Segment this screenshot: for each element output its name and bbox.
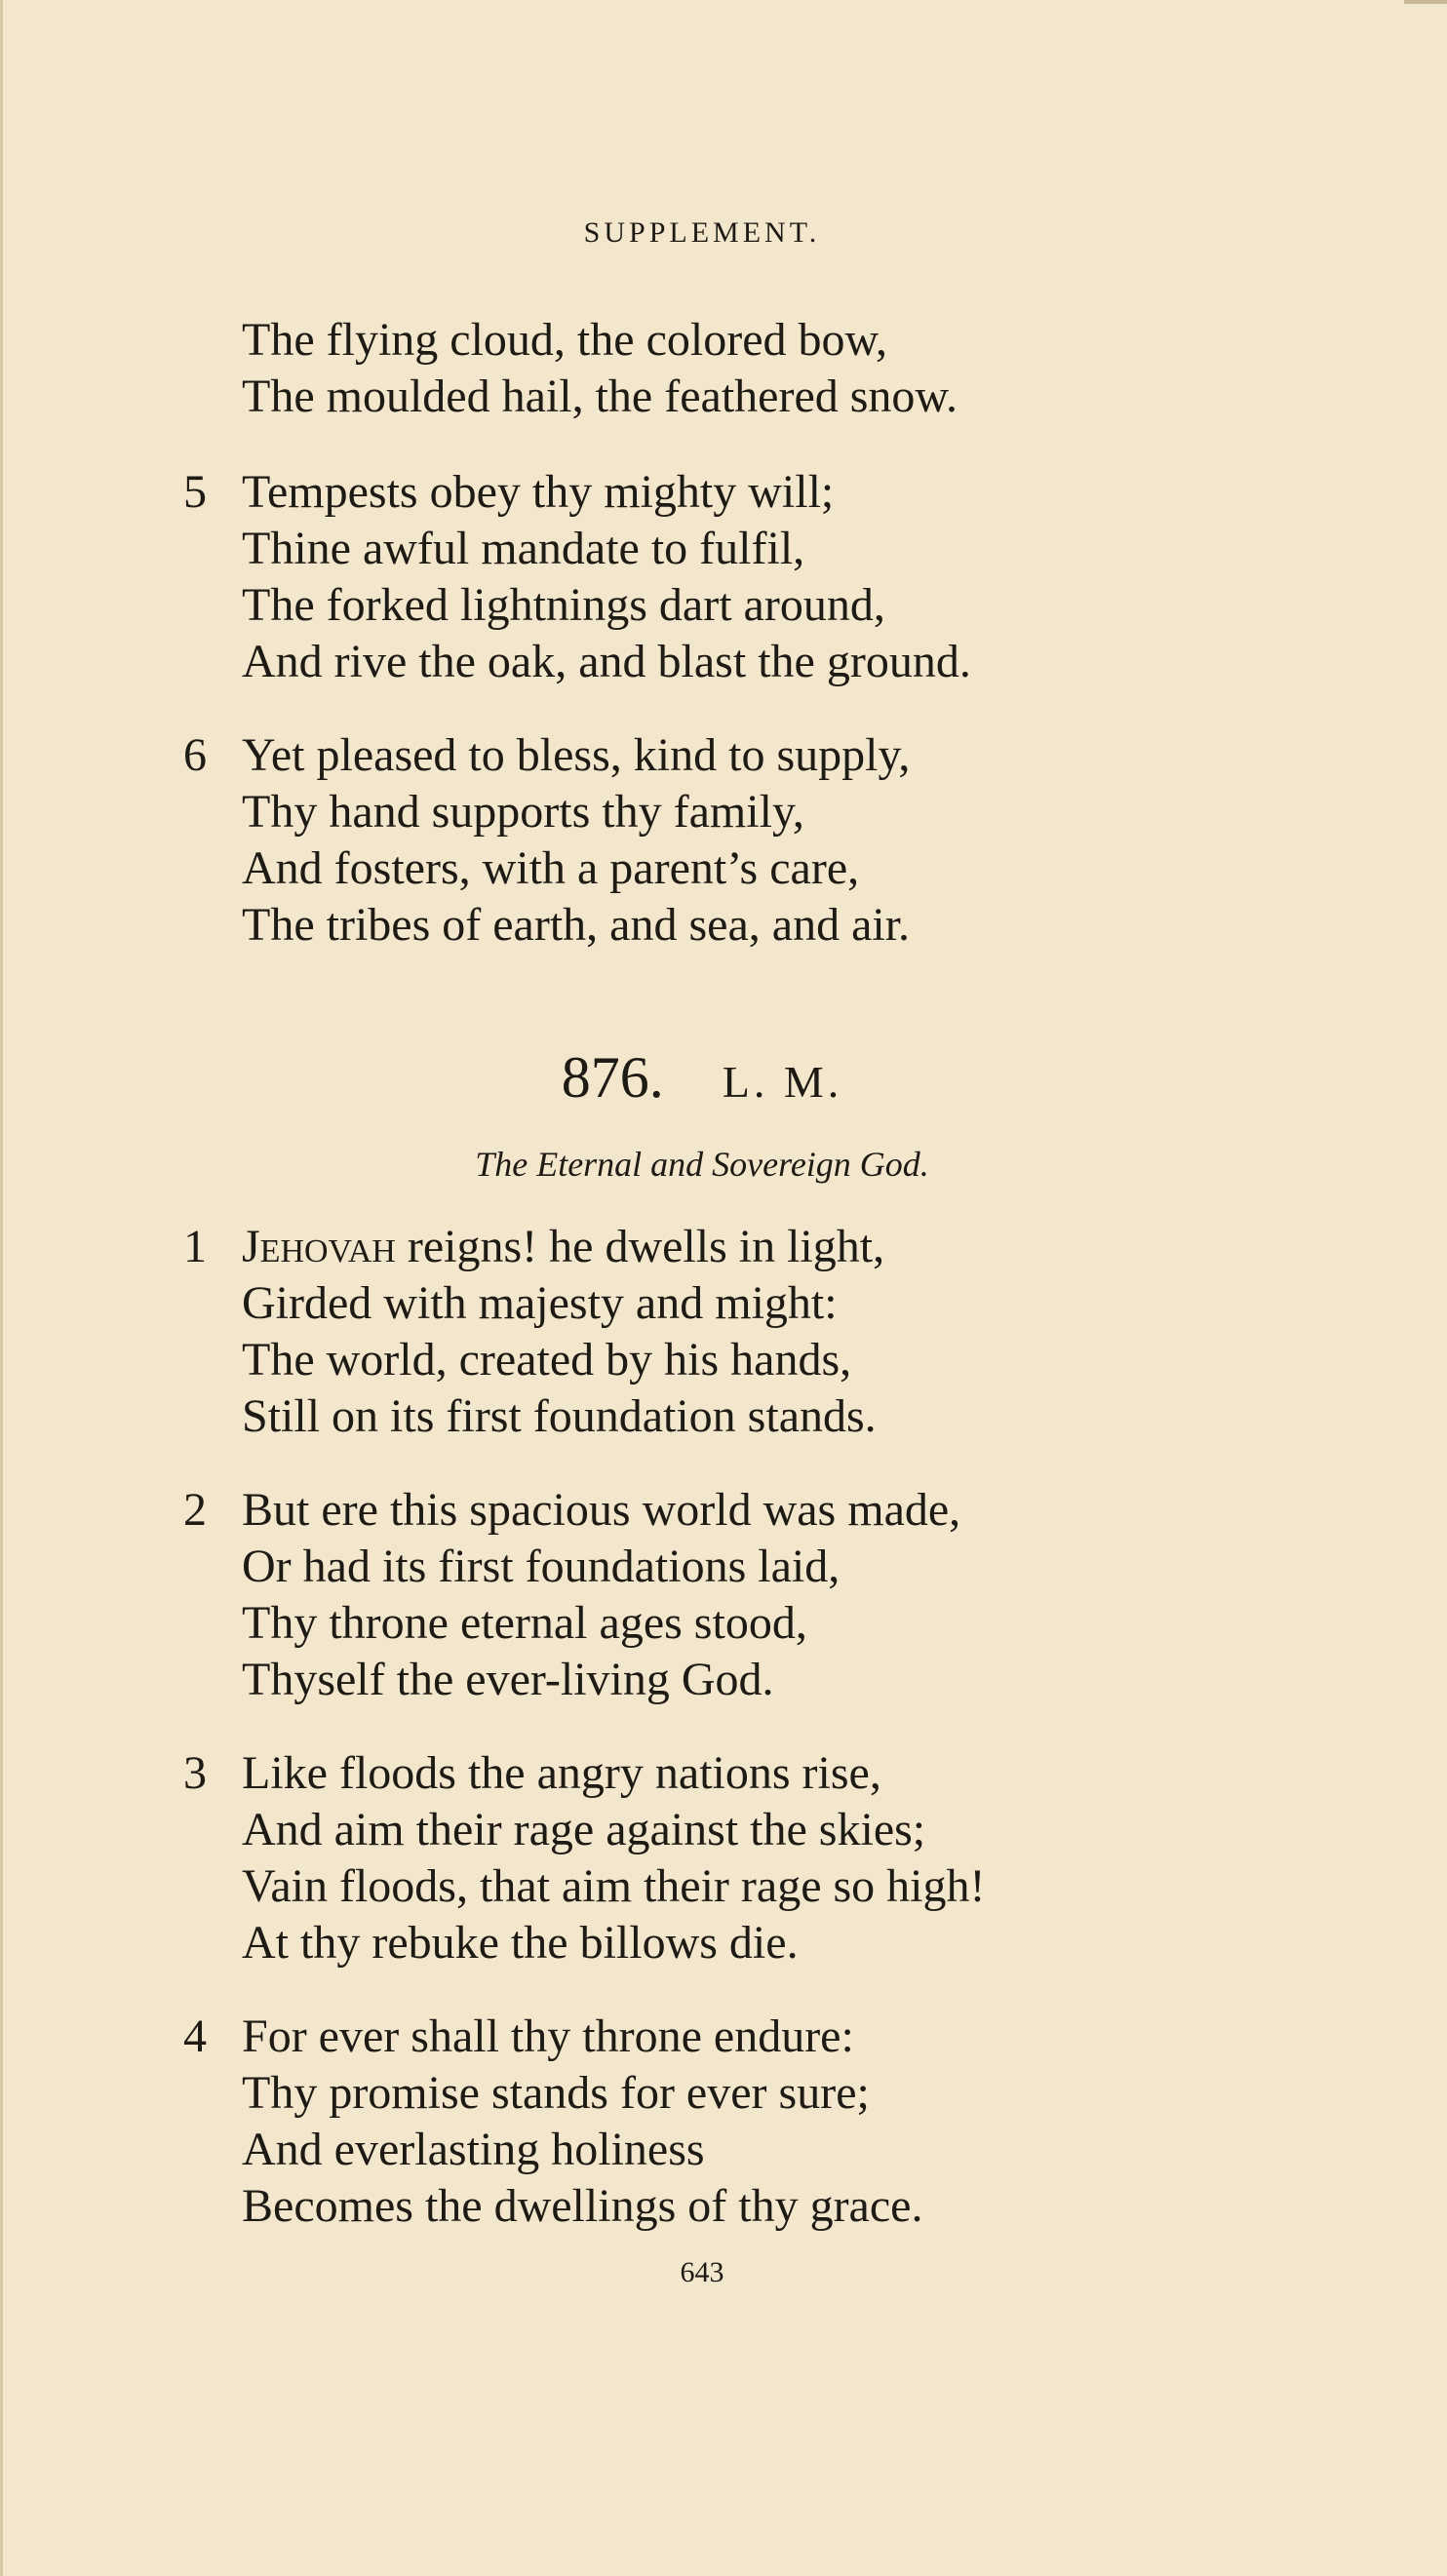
hymn-heading [0,1043,1404,1116]
hymn-meter: L. M. [722,1057,843,1107]
verse-number: 2 [183,1484,207,1536]
hymn-subtitle: The Eternal and Sovereign God. [475,1145,929,1184]
verse-line [242,1219,884,1275]
verse-line: The forked lightnings dart around, [242,579,885,631]
verse-number: 6 [183,729,207,781]
verse-line-rest: reigns! he dwells in light, [395,1221,885,1272]
verse-line: And fosters, with a parent’s care, [242,842,860,894]
verse-line: The tribes of earth, and sea, and air. [242,899,911,951]
verse-line: The moulded hail, the feathered snow. [242,371,958,422]
verse-line: Thine awful mandate to fulfil, [242,523,805,574]
verse-number: 5 [183,466,207,518]
verse-number: 4 [183,2010,207,2062]
running-header: SUPPLEMENT. [583,216,821,249]
verse-line: Girded with majesty and might: [242,1277,838,1329]
verse-line: Tempests obey thy mighty will; [242,466,835,518]
divine-name: Jehovah [242,1221,396,1272]
verse-line: And rive the oak, and blast the ground. [242,636,971,687]
page-number: 643 [680,2256,724,2288]
verse-number: 3 [183,1747,207,1799]
verse-line: And everlasting holiness [242,2124,705,2175]
verse-line: Thy promise stands for ever sure; [242,2067,870,2119]
verse-line: But ere this spacious world was made, [242,1484,961,1536]
page-edge-left [0,0,3,2576]
hymn-number: 876. [561,1045,664,1110]
verse-line: And aim their rage against the skies; [242,1804,926,1855]
verse-line: Or had its first foundations laid, [242,1541,841,1592]
verse-number: 1 [183,1221,207,1272]
verse-line: Vain floods, that aim their rage so high! [242,1860,986,1912]
page-edge-top [1404,0,1447,4]
verse-line: Thy throne eternal ages stood, [242,1597,807,1649]
verse-line: For ever shall thy throne endure: [242,2010,854,2062]
verse-line: Thy hand supports thy family, [242,786,804,838]
verse-line: Still on its first foundation stands. [242,1390,877,1442]
verse-line: Thyself the ever-living God. [242,1654,774,1705]
verse-line: The flying cloud, the colored bow, [242,314,888,366]
verse-line: Becomes the dwellings of thy grace. [242,2180,923,2232]
verse-line: Like floods the angry nations rise, [242,1747,881,1799]
verse-line: Yet pleased to bless, kind to supply, [242,729,911,781]
verse-line: The world, created by his hands, [242,1334,852,1386]
verse-line: At thy rebuke the billows die. [242,1917,799,1969]
